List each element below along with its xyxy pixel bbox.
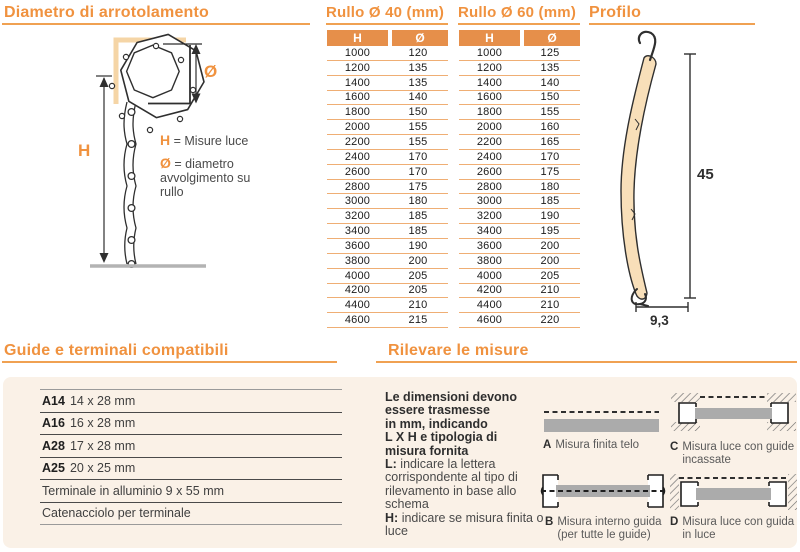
table-row xyxy=(327,224,448,239)
height-dimension-line xyxy=(684,54,696,298)
table-cell: 4200 xyxy=(344,284,371,297)
table-row xyxy=(459,209,580,224)
table-row xyxy=(459,150,580,165)
roll-diagram xyxy=(60,26,280,276)
table-cell: 150 xyxy=(540,91,560,104)
table-row xyxy=(459,180,580,195)
table-cell: 215 xyxy=(408,314,428,327)
table-cell: 3800 xyxy=(476,254,503,267)
legend-diameter xyxy=(160,156,270,199)
table-cell: 160 xyxy=(540,121,560,134)
section-title-rilevare: Rilevare le misure xyxy=(388,342,529,359)
table-header xyxy=(459,30,580,46)
slat-shape xyxy=(621,56,656,299)
table-cell: 155 xyxy=(408,135,428,148)
table-cell: 2800 xyxy=(344,180,371,193)
table-row xyxy=(327,120,448,135)
table-row xyxy=(459,105,580,120)
measure-instructions xyxy=(385,390,552,539)
title-underline xyxy=(2,361,337,363)
measure-intro-line: in mm, indicando xyxy=(385,416,488,431)
table-row xyxy=(459,224,580,239)
table-cell: 3000 xyxy=(344,195,371,208)
table-cell: 195 xyxy=(540,225,560,238)
height-arrow xyxy=(96,76,112,263)
table-cell: 1000 xyxy=(344,46,371,59)
table-cell: 2000 xyxy=(476,121,503,134)
table-cell: 1000 xyxy=(476,46,503,59)
table-row xyxy=(327,269,448,284)
list-item: Catenacciolo per terminale xyxy=(40,503,342,526)
table-cell: 4200 xyxy=(476,284,503,297)
table-cell: 185 xyxy=(408,225,428,238)
section-title-diametro: Diametro di arrotolamento xyxy=(4,4,210,21)
table-cell: 140 xyxy=(540,76,560,89)
table-row xyxy=(327,61,448,76)
table-cell: 200 xyxy=(408,254,428,267)
table-cell: 4000 xyxy=(344,269,371,282)
table-cell: 4600 xyxy=(476,314,503,327)
table-cell: 120 xyxy=(408,46,428,59)
table-row xyxy=(459,254,580,269)
table-row xyxy=(327,194,448,209)
title-underline xyxy=(458,23,580,25)
title-underline xyxy=(2,23,310,25)
table-cell: 3000 xyxy=(476,195,503,208)
table-cell: 2800 xyxy=(476,180,503,193)
rullo60-table xyxy=(459,30,580,328)
table-cell: 190 xyxy=(408,239,428,252)
diagram-b-drawing xyxy=(540,472,666,514)
table-cell: 205 xyxy=(540,269,560,282)
title-underline xyxy=(326,23,448,25)
measure-intro-line: misura fornita xyxy=(385,443,469,458)
l-label: L: xyxy=(385,457,397,472)
table-cell: 3800 xyxy=(344,254,371,267)
table-row xyxy=(327,254,448,269)
diagram-letter: B xyxy=(545,516,554,528)
table-row xyxy=(459,91,580,106)
measure-h-instruction xyxy=(385,512,549,539)
table-cell: 2600 xyxy=(344,165,371,178)
table-cell: 170 xyxy=(408,150,428,163)
table-row xyxy=(459,135,580,150)
table-cell: 210 xyxy=(540,284,560,297)
table-cell: 135 xyxy=(408,76,428,89)
table-cell: 2000 xyxy=(344,121,371,134)
table-cell: 205 xyxy=(408,284,428,297)
table-cell: 1400 xyxy=(344,76,371,89)
table-row xyxy=(327,150,448,165)
rullo40-table xyxy=(327,30,448,328)
table-cell: 210 xyxy=(540,299,560,312)
legend-diameter-text: = diametro avvolgimento su rullo xyxy=(160,157,251,199)
table-row xyxy=(459,165,580,180)
table-cell: 135 xyxy=(408,61,428,74)
column-header-h: H xyxy=(327,30,388,46)
table-row xyxy=(459,194,580,209)
diagram-caption-text: Misura interno guida (per tutte le guide) xyxy=(557,516,662,541)
table-row xyxy=(327,298,448,313)
table-cell: 170 xyxy=(540,150,560,163)
table-cell: 140 xyxy=(408,91,428,104)
height-symbol-label: H xyxy=(78,141,91,160)
table-cell: 2600 xyxy=(476,165,503,178)
table-row xyxy=(327,105,448,120)
table-cell: 2400 xyxy=(344,150,371,163)
table-cell: 165 xyxy=(540,135,560,148)
table-row xyxy=(327,76,448,91)
table-row xyxy=(459,61,580,76)
table-cell: 220 xyxy=(540,314,560,327)
table-cell: 200 xyxy=(540,254,560,267)
list-item: A25 20 x 25 mm xyxy=(40,458,342,481)
profile-drawing xyxy=(600,26,740,331)
column-header-h: H xyxy=(459,30,520,46)
table-cell: 200 xyxy=(540,239,560,252)
table-row xyxy=(459,46,580,61)
legend-h-symbol: H xyxy=(160,132,171,148)
table-cell: 170 xyxy=(408,165,428,178)
diameter-symbol-label: Ø xyxy=(204,62,218,81)
measure-intro-line: Le dimensioni devono xyxy=(385,390,517,404)
measure-intro-line: L X H e tipologia di xyxy=(385,430,498,445)
section-title-guide: Guide e terminali compatibili xyxy=(4,342,229,359)
table-cell: 4400 xyxy=(476,299,503,312)
table-cell: 150 xyxy=(408,106,428,119)
table-row xyxy=(327,313,448,328)
diagram-caption-text: Misura finita telo xyxy=(555,439,640,451)
list-item: A14 14 x 28 mm xyxy=(40,390,342,413)
table-body xyxy=(327,46,448,328)
table-header xyxy=(327,30,448,46)
table-row xyxy=(459,269,580,284)
table-row xyxy=(327,239,448,254)
table-cell: 1200 xyxy=(344,61,371,74)
l-text: indicare la lettera corrispondente al tipo di rilevamento in base allo schema xyxy=(385,457,518,512)
column-header-diameter: Ø xyxy=(392,30,448,46)
table-cell: 135 xyxy=(540,61,560,74)
table-cell: 3600 xyxy=(344,239,371,252)
table-cell: 210 xyxy=(408,299,428,312)
curtain-shape xyxy=(124,102,136,267)
table-cell: 1600 xyxy=(344,91,371,104)
table-cell: 1400 xyxy=(476,76,503,89)
table-cell: 180 xyxy=(408,195,428,208)
table-cell: 1800 xyxy=(476,106,503,119)
table-cell: 2400 xyxy=(476,150,503,163)
table-cell: 3600 xyxy=(476,239,503,252)
table-cell: 4000 xyxy=(476,269,503,282)
diagram-letter: C xyxy=(670,441,679,453)
diagram-letter: D xyxy=(670,516,679,528)
diagram-caption-text: Misura luce con guida in luce xyxy=(682,516,795,541)
table-cell: 1200 xyxy=(476,61,503,74)
table-cell: 4400 xyxy=(344,299,371,312)
table-row xyxy=(459,239,580,254)
table-row xyxy=(327,135,448,150)
table-cell: 155 xyxy=(540,106,560,119)
list-item: A28 17 x 28 mm xyxy=(40,435,342,458)
list-item: A16 16 x 28 mm xyxy=(40,413,342,436)
h-text: indicare se misura finita o luce xyxy=(385,510,544,539)
diagram-letter: A xyxy=(543,439,552,451)
diagram-d-drawing xyxy=(670,472,797,514)
table-cell: 1800 xyxy=(344,106,371,119)
diagram-a-drawing xyxy=(543,405,663,437)
diagram-d-caption xyxy=(670,516,798,542)
table-cell: 3200 xyxy=(344,210,371,223)
measure-intro xyxy=(385,390,552,458)
table-cell: 125 xyxy=(540,46,560,59)
table-cell: 1600 xyxy=(476,91,503,104)
table-title-rullo40: Rullo Ø 40 (mm) xyxy=(326,4,445,21)
table-row xyxy=(459,298,580,313)
profile-width-label: 9,3 xyxy=(650,313,669,328)
table-row xyxy=(459,120,580,135)
table-row xyxy=(327,284,448,299)
table-cell: 2200 xyxy=(476,135,503,148)
table-cell: 175 xyxy=(408,180,428,193)
table-body xyxy=(459,46,580,328)
table-title-rullo60: Rullo Ø 60 (mm) xyxy=(458,4,577,21)
legend-h xyxy=(160,133,290,148)
diagram-c-drawing xyxy=(670,392,797,436)
measure-intro-line: essere trasmesse xyxy=(385,403,490,418)
profile-height-label: 45 xyxy=(697,166,714,183)
table-row xyxy=(459,284,580,299)
guide-list xyxy=(40,389,342,525)
table-cell: 175 xyxy=(540,165,560,178)
legend-h-text: = Misure luce xyxy=(173,134,249,148)
title-underline xyxy=(589,23,755,25)
table-cell: 190 xyxy=(540,210,560,223)
table-cell: 185 xyxy=(408,210,428,223)
table-row xyxy=(327,46,448,61)
table-cell: 2200 xyxy=(344,135,371,148)
table-row xyxy=(327,165,448,180)
column-header-diameter: Ø xyxy=(524,30,580,46)
diagram-c-caption xyxy=(670,441,798,467)
table-cell: 185 xyxy=(540,195,560,208)
table-row xyxy=(327,209,448,224)
legend-diameter-symbol: Ø xyxy=(160,155,171,171)
h-label: H: xyxy=(385,510,399,525)
table-cell: 180 xyxy=(540,180,560,193)
title-underline xyxy=(376,361,797,363)
table-row xyxy=(327,180,448,195)
measure-l-instruction xyxy=(385,458,549,512)
table-cell: 205 xyxy=(408,269,428,282)
table-cell: 155 xyxy=(408,121,428,134)
table-row xyxy=(459,313,580,328)
diagram-a-caption xyxy=(543,439,665,452)
table-cell: 3400 xyxy=(344,225,371,238)
table-cell: 3200 xyxy=(476,210,503,223)
table-row xyxy=(459,76,580,91)
list-item: Terminale in alluminio 9 x 55 mm xyxy=(40,480,342,503)
diagram-b-caption xyxy=(545,516,669,542)
section-title-profilo: Profilo xyxy=(589,4,642,21)
table-cell: 3400 xyxy=(476,225,503,238)
table-cell: 4600 xyxy=(344,314,371,327)
table-row xyxy=(327,91,448,106)
diagram-caption-text: Misura luce con guide incassate xyxy=(682,441,795,466)
